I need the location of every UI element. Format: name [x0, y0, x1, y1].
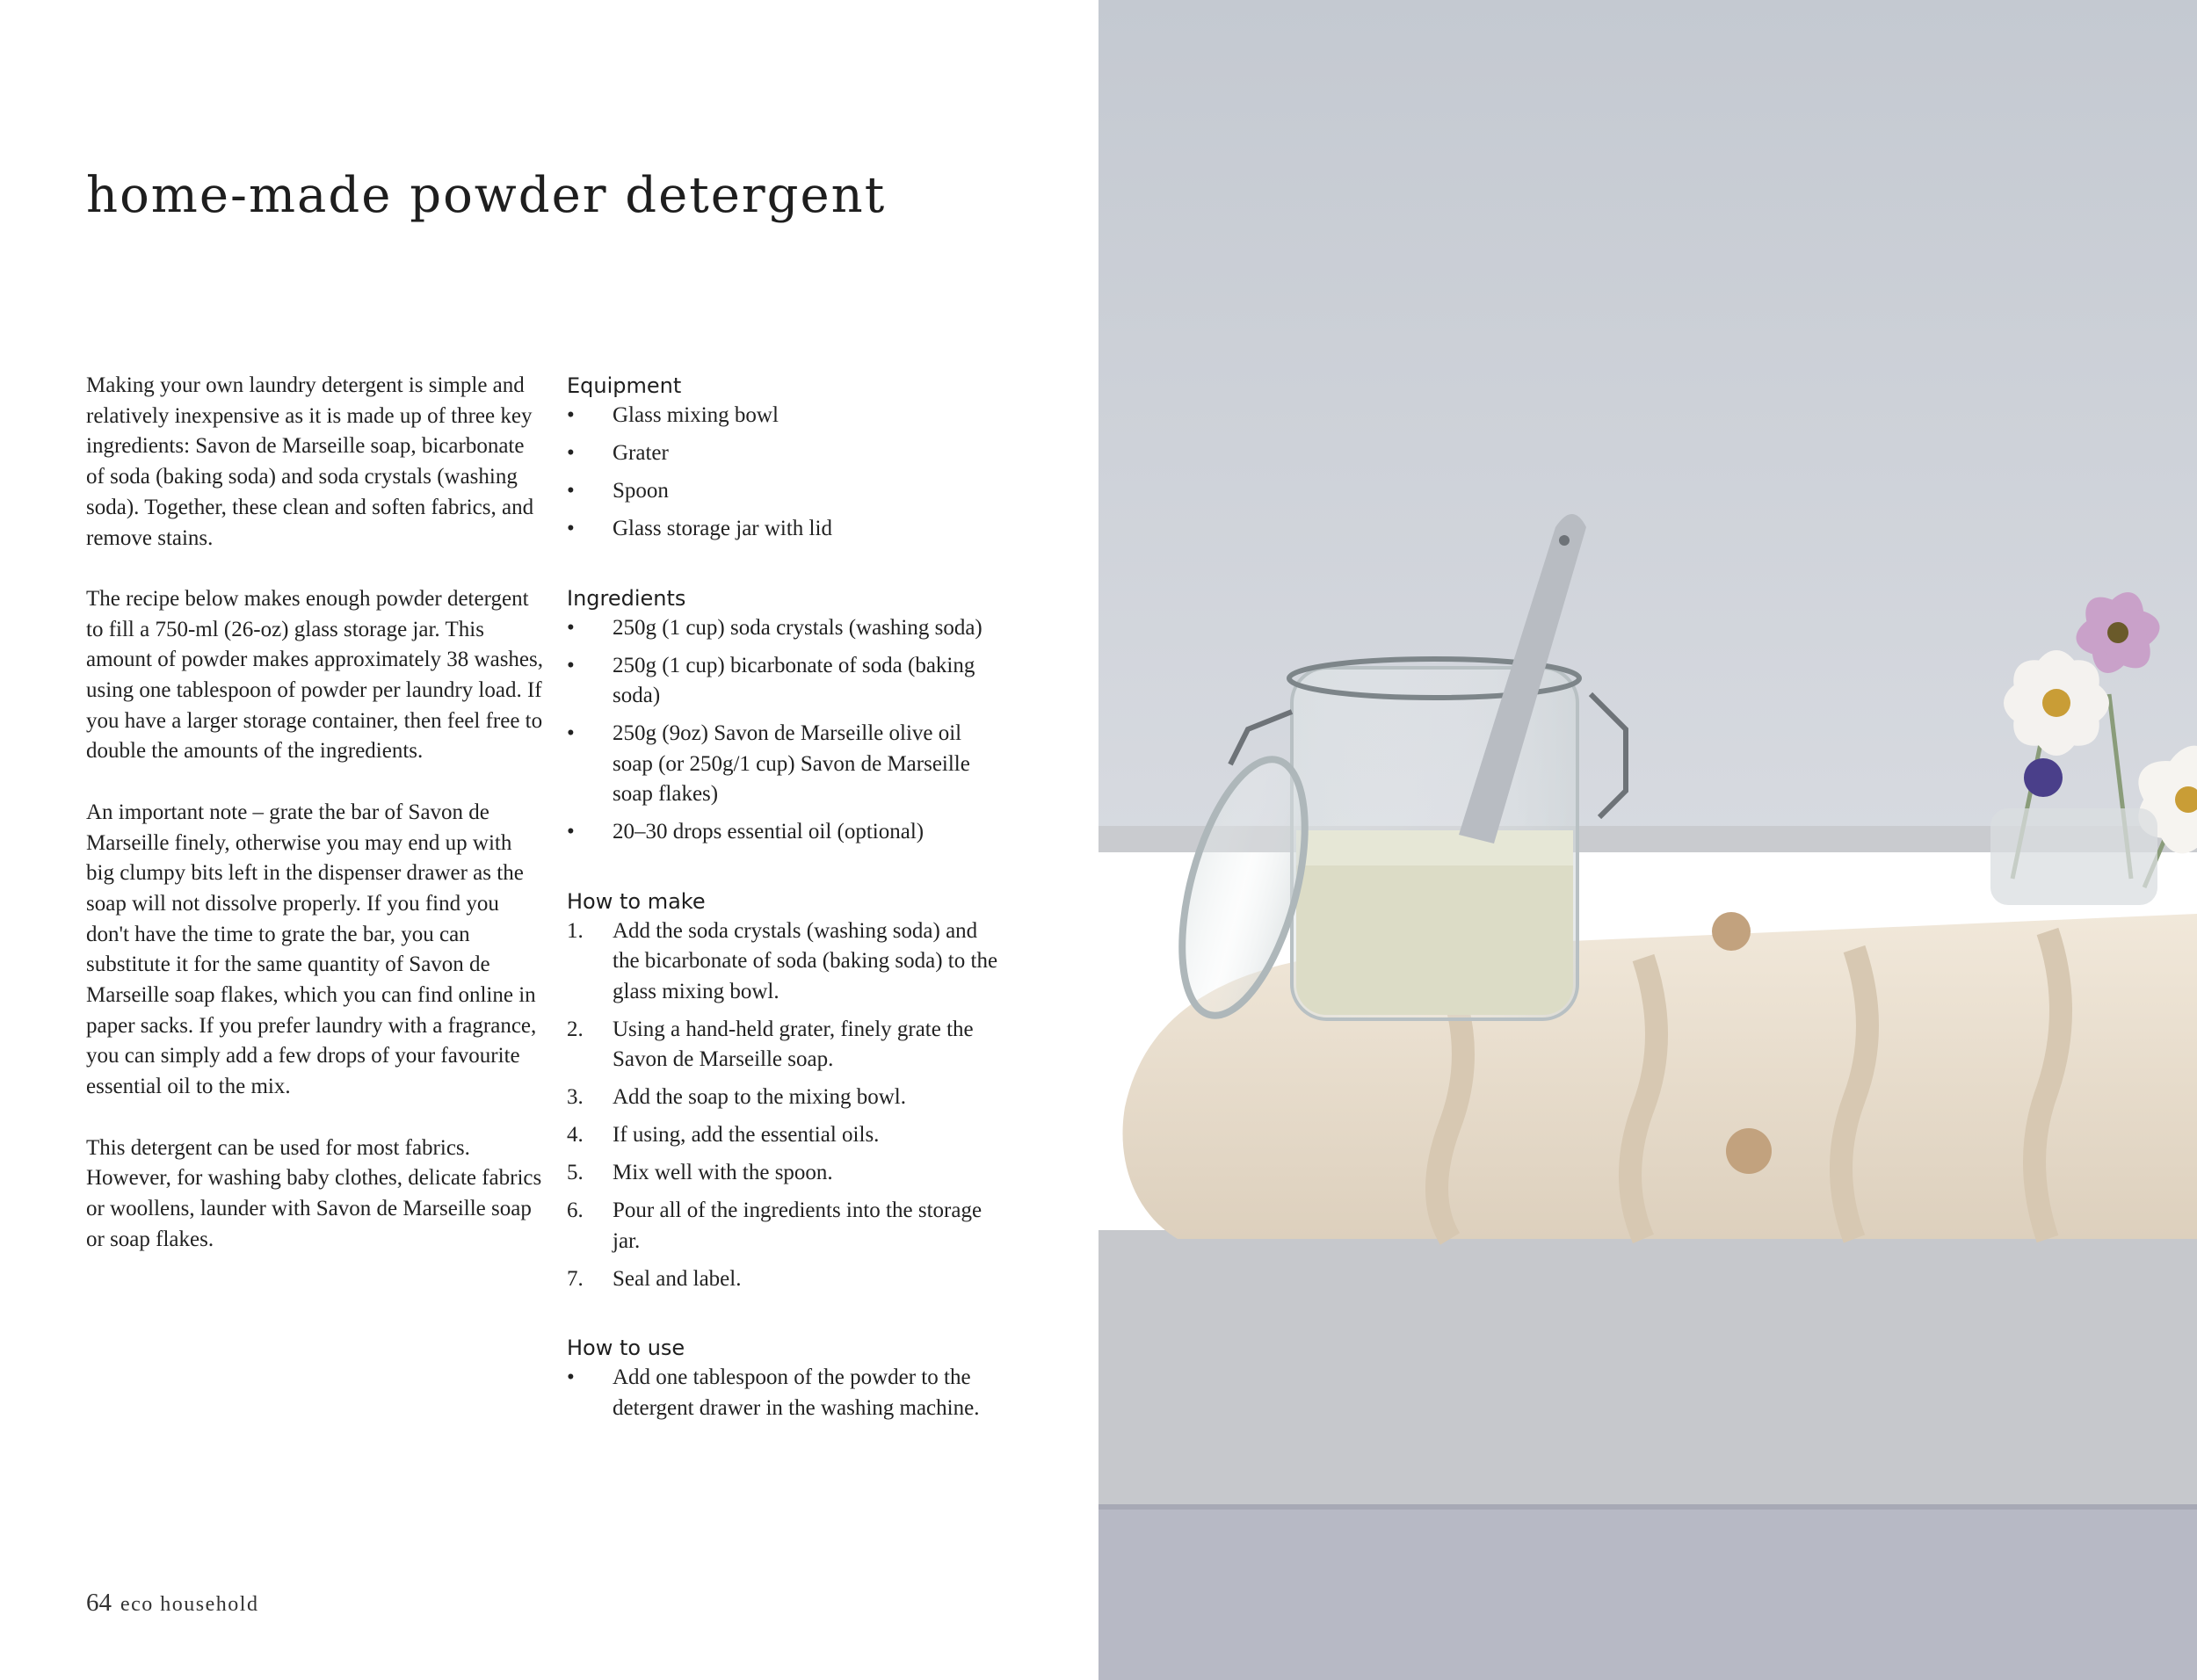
list-item: [567, 401, 1006, 431]
how-to-make-heading: How to make: [567, 888, 706, 914]
step-text: Using a hand-held grater, finely grate the Savon de Marseille soap.: [613, 1017, 974, 1071]
bullet-marker: •: [567, 653, 575, 677]
button: [1712, 912, 1751, 951]
step-text: Pour all of the ingredients into the storage jar.: [613, 1198, 982, 1253]
intro-paragraph: An important note – grate the bar of Savon de Marseille finely, otherwise you may end up with big clumpy bits left in the dispenser drawer as the soap will not dissolve properly. If you find you don't have the time to grate the bar, you can substitute it for the same quantity of Savon de Marseille soap flakes, which you can find online in paper sacks. If you prefer laundry with a fragrance, you can simply add a few drops of your favourite essential oil to the mix.: [86, 800, 537, 1099]
counter-edge: [1098, 1230, 2197, 1507]
button: [1726, 1128, 1772, 1174]
bullet-marker: •: [567, 479, 575, 503]
list-item: [567, 719, 1006, 810]
step-item: [567, 1083, 1006, 1113]
list-item-text: Spoon: [613, 479, 669, 503]
ingredients-heading: Ingredients: [567, 585, 686, 611]
photo-illustration: [1098, 0, 2197, 1680]
list-item-text: 20–30 drops essential oil (optional): [613, 820, 924, 844]
bullet-marker: •: [567, 517, 575, 540]
how-to-use-heading: How to use: [567, 1336, 685, 1360]
how-to-use-section: [567, 1333, 1006, 1423]
step-number: 6.: [567, 1198, 584, 1222]
bullet-marker: •: [567, 441, 575, 465]
equipment-list: [567, 401, 1006, 545]
step-item: [567, 1120, 1006, 1151]
list-item-text: 250g (1 cup) soda crystals (washing soda): [613, 615, 982, 640]
cabinet: [1098, 1507, 2197, 1680]
step-text: Add the soap to the mixing bowl.: [613, 1085, 906, 1109]
intro-column: [86, 371, 543, 1285]
list-item-text: 250g (1 cup) bicarbonate of soda (baking soda): [613, 653, 975, 707]
list-item-text: Add one tablespoon of the powder to the detergent drawer in the washing machine.: [613, 1365, 980, 1420]
list-item: [567, 438, 1006, 469]
step-number: 3.: [567, 1085, 584, 1109]
step-item: [567, 1264, 1006, 1295]
intro-paragraph: The recipe below makes enough powder detergent to fill a 750-ml (26-oz) glass storage jar. This amount of powder makes approximately 38 washes, using one tablespoon of powder per laundry load. If you have a larger storage container, then feel free to double the amounts of the ingredients.: [86, 586, 544, 764]
step-text: Add the soda crystals (washing soda) and the bicarbonate of soda (baking soda) to the glass mixing bowl.: [613, 918, 998, 1003]
list-item-text: Glass storage jar with lid: [613, 517, 832, 540]
intro-paragraph: Making your own laundry detergent is simple and relatively inexpensive as it is made up of three key ingredients: Savon de Marseille soap, bicarbonate of soda (baking soda) and soda crystals (washing soda). Together, these clean and soften fabrics, and remove stains.: [86, 373, 534, 550]
knitted-cushion: [1123, 912, 2197, 1239]
step-item: [567, 916, 1006, 1008]
step-item: [567, 1158, 1006, 1189]
bullet-marker: •: [567, 403, 575, 427]
step-item: [567, 1196, 1006, 1256]
intro-paragraph: This detergent can be used for most fabrics. However, for washing baby clothes, delicate fabrics or woollens, launder with Savon de Marseille soap or soap flakes.: [86, 1135, 542, 1251]
cabinet-gap: [1098, 1504, 2197, 1510]
step-number: 1.: [567, 918, 584, 943]
bullet-marker: •: [567, 820, 575, 844]
bullet-marker: •: [567, 615, 575, 640]
step-number: 5.: [567, 1161, 584, 1184]
vase: [1990, 808, 2157, 905]
bullet-marker: •: [567, 721, 575, 745]
list-item: [567, 1363, 1006, 1423]
recipe-column: [567, 371, 1006, 1462]
list-item: [567, 651, 1006, 712]
how-to-make-section: [567, 887, 1006, 1295]
page-footer: [86, 1589, 258, 1618]
page-number: 64: [86, 1589, 112, 1617]
step-number: 2.: [567, 1017, 584, 1041]
list-item: [567, 476, 1006, 507]
steps-list: [567, 916, 1006, 1295]
step-item: [567, 1015, 1006, 1075]
list-item-text: 250g (9oz) Savon de Marseille olive oil soap (or 250g/1 cup) Savon de Marseille soap flakes): [613, 721, 970, 806]
ingredients-section: [567, 583, 1006, 848]
section-name: eco household: [120, 1593, 259, 1616]
list-item: [567, 613, 1006, 644]
equipment-heading: Equipment: [567, 373, 682, 398]
list-item-text: Glass mixing bowl: [613, 403, 779, 427]
how-to-use-list: [567, 1363, 1006, 1423]
ingredients-list: [567, 613, 1006, 848]
step-number: 7.: [567, 1266, 584, 1291]
step-text: Seal and label.: [613, 1266, 742, 1291]
left-page: [0, 0, 1098, 1680]
equipment-section: [567, 371, 1006, 545]
step-number: 4.: [567, 1123, 584, 1147]
step-text: If using, add the essential oils.: [613, 1123, 880, 1147]
list-item-text: Grater: [613, 441, 669, 465]
bullet-marker: •: [567, 1365, 575, 1389]
list-item: [567, 514, 1006, 545]
page-title: home-made powder detergent: [86, 167, 887, 224]
list-item: [567, 817, 1006, 848]
step-text: Mix well with the spoon.: [613, 1161, 833, 1184]
photo-panel: [1098, 0, 2197, 1680]
